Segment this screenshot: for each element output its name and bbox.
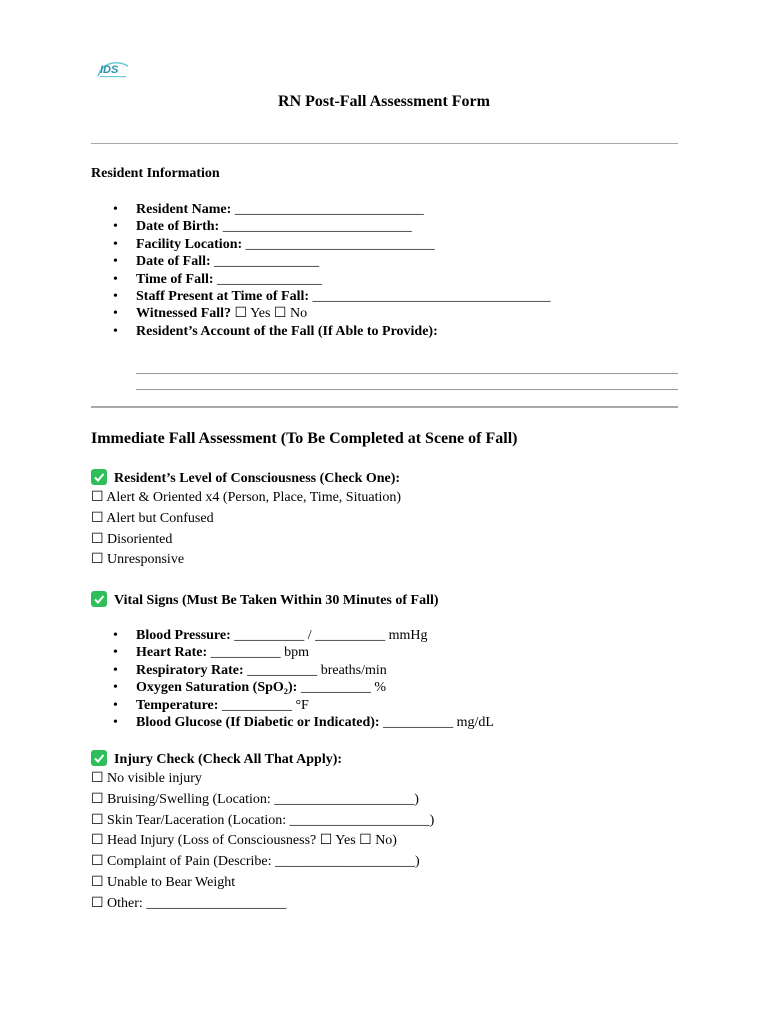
list-item: • Heart Rate: __________ bpm bbox=[91, 644, 494, 661]
form-title: RN Post-Fall Assessment Form bbox=[278, 93, 490, 110]
list-item: • Staff Present at Time of Fall: __________________________________ bbox=[91, 288, 551, 305]
list-item: • Respiratory Rate: __________ breaths/min bbox=[91, 662, 494, 679]
injury-options bbox=[91, 769, 434, 915]
checkbox-option[interactable]: ☐ Alert but Confused bbox=[91, 510, 214, 526]
company-logo bbox=[95, 58, 131, 82]
vitals-heading: Vital Signs (Must Be Taken Within 30 Minutes of Fall) bbox=[91, 591, 439, 609]
checkbox-option[interactable]: ☐ Other: ____________________ bbox=[91, 895, 287, 911]
writing-line bbox=[136, 389, 678, 390]
svg-text:IDS: IDS bbox=[100, 64, 119, 76]
checkbox-option[interactable]: ☐ Alert & Oriented x4 (Person, Place, Time, Situation) bbox=[91, 490, 402, 505]
writing-line bbox=[136, 373, 678, 374]
list-item: • Time of Fall: _______________ bbox=[91, 271, 551, 288]
list-item: • Temperature: __________ °F bbox=[91, 697, 494, 714]
check-mark-icon bbox=[91, 591, 107, 607]
checkbox-option[interactable]: ☐ Disoriented bbox=[91, 531, 173, 547]
list-item: • Date of Fall: _______________ bbox=[91, 253, 551, 270]
consciousness-heading: Resident’s Level of Consciousness (Check One): bbox=[91, 469, 400, 487]
consciousness-options bbox=[91, 488, 401, 571]
checkbox-option[interactable]: ☐ Unable to Bear Weight bbox=[91, 874, 236, 890]
divider bbox=[91, 143, 678, 144]
injury-heading: Injury Check (Check All That Apply): bbox=[91, 750, 342, 768]
list-item: • Resident’s Account of the Fall (If Able to Provide): bbox=[91, 323, 551, 340]
list-item: • Blood Pressure: __________ / __________ mmHg bbox=[91, 627, 494, 644]
vitals-list bbox=[91, 627, 494, 731]
check-mark-icon bbox=[91, 469, 107, 485]
divider bbox=[91, 406, 678, 408]
checkbox-option[interactable]: ☐ No visible injury bbox=[91, 771, 202, 786]
checkbox-option[interactable]: ☐ Skin Tear/Laceration (Location: ____________________) bbox=[91, 812, 435, 828]
checkbox-option[interactable]: ☐ Head Injury (Loss of Consciousness? ☐ Yes ☐ No) bbox=[91, 833, 397, 849]
list-item: • Date of Birth: ___________________________ bbox=[91, 218, 551, 235]
list-item: • Blood Glucose (If Diabetic or Indicated): __________ mg/dL bbox=[91, 714, 494, 731]
resident-info-heading: Resident Information bbox=[91, 166, 220, 181]
resident-info-list bbox=[91, 201, 551, 340]
check-mark-icon bbox=[91, 750, 107, 766]
checkbox-option[interactable]: ☐ Complaint of Pain (Describe: ____________________) bbox=[91, 854, 420, 870]
checkbox-option[interactable]: ☐ Unresponsive bbox=[91, 552, 185, 568]
list-item: • Oxygen Saturation (SpO₂): __________ % bbox=[91, 679, 494, 696]
list-item: • Witnessed Fall? ☐ Yes ☐ No bbox=[91, 305, 551, 322]
checkbox-option[interactable]: ☐ Bruising/Swelling (Location: ____________________) bbox=[91, 791, 419, 807]
list-item: • Facility Location: ___________________________ bbox=[91, 236, 551, 253]
list-item: • Resident Name: ___________________________ bbox=[91, 201, 551, 218]
assessment-heading: Immediate Fall Assessment (To Be Completed at Scene of Fall) bbox=[91, 430, 518, 447]
